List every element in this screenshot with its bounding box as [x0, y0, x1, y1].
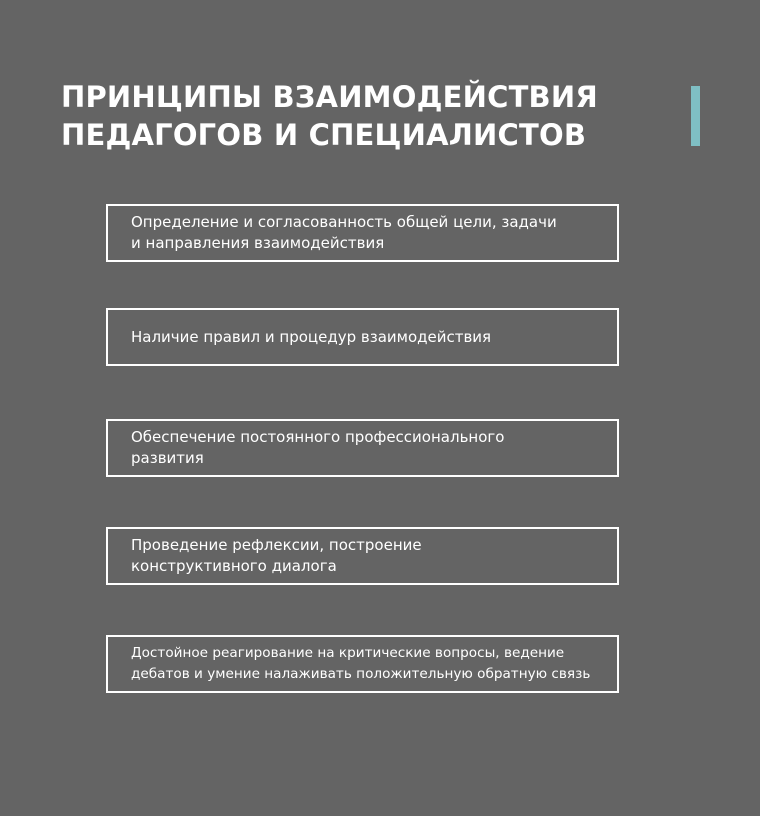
principle-text [108, 535, 432, 577]
principle-line: конструктивного диалога [131, 557, 337, 575]
principle-line: дебатов и умение налаживать положительную обратную связь [131, 666, 591, 682]
principle-line: и направления взаимодействия [131, 234, 385, 252]
principle-text [108, 327, 501, 348]
principle-line: Определение и согласованность общей цели, задачи [131, 213, 557, 231]
principle-text [108, 643, 600, 685]
principle-box-reflection [106, 527, 619, 585]
principle-line: Достойное реагирование на критические вопросы, ведение [131, 645, 565, 661]
accent-bar [691, 86, 700, 146]
principle-box-development [106, 419, 619, 477]
principle-line: Обеспечение постоянного профессионального [131, 428, 505, 446]
title-line-2: ПЕДАГОГОВ И СПЕЦИАЛИСТОВ [61, 118, 587, 152]
principle-text [108, 427, 514, 469]
principle-box-shared-goal [106, 204, 619, 262]
principle-line: Наличие правил и процедур взаимодействия [131, 327, 492, 346]
principle-box-feedback [106, 635, 619, 693]
slide-title [61, 78, 661, 154]
principle-line: Проведение рефлексии, построение [131, 536, 422, 554]
principle-box-rules [106, 308, 619, 366]
principle-line: развития [131, 449, 204, 467]
principle-text [108, 212, 567, 254]
title-line-1: ПРИНЦИПЫ ВЗАИМОДЕЙСТВИЯ [61, 80, 598, 114]
